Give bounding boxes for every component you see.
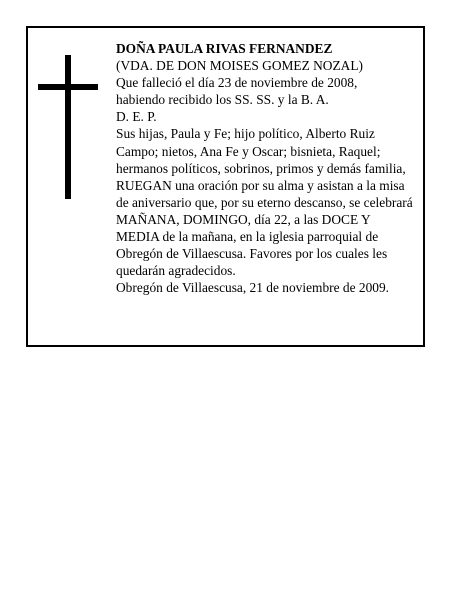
- cross-horizontal-bar: [38, 84, 98, 90]
- mass-time-line: MAÑANA, DOMINGO, día 22, a las DOCE Y: [116, 211, 371, 227]
- thanks-line: quedarán agradecidos.: [116, 263, 236, 279]
- deceased-name: DOÑA PAULA RIVAS FERNANDEZ: [116, 41, 333, 56]
- rip-line: D. E. P.: [116, 109, 157, 125]
- family-line: hermanos políticos, sobrinos, primos y demás familia,: [116, 160, 406, 176]
- notice-body: [116, 40, 422, 296]
- widow-of-line: (VDA. DE DON MOISES GOMEZ NOZAL): [116, 58, 363, 74]
- request-line: de aniversario que, por su eterno descanso, se celebrará: [116, 194, 413, 210]
- place-date-line: Obregón de Villaescusa, 21 de noviembre de 2009.: [116, 280, 390, 296]
- obituary-notice: [26, 26, 425, 347]
- death-date-line: Que falleció el día 23 de noviembre de 2008,: [116, 75, 358, 91]
- cross-vertical-bar: [65, 55, 71, 199]
- mass-place-line: Obregón de Villaescusa. Favores por los cuales les: [116, 246, 388, 262]
- request-line: RUEGAN una oración por su alma y asistan a la misa: [116, 177, 405, 193]
- family-line: Sus hijas, Paula y Fe; hijo político, Alberto Ruiz: [116, 126, 375, 142]
- latin-cross-icon: [38, 55, 98, 199]
- family-line: Campo; nietos, Ana Fe y Oscar; bisnieta, Raquel;: [116, 143, 381, 159]
- mass-place-line: MEDIA de la mañana, en la iglesia parroquial de: [116, 229, 379, 245]
- sacraments-line: habiendo recibido los SS. SS. y la B. A.: [116, 92, 329, 108]
